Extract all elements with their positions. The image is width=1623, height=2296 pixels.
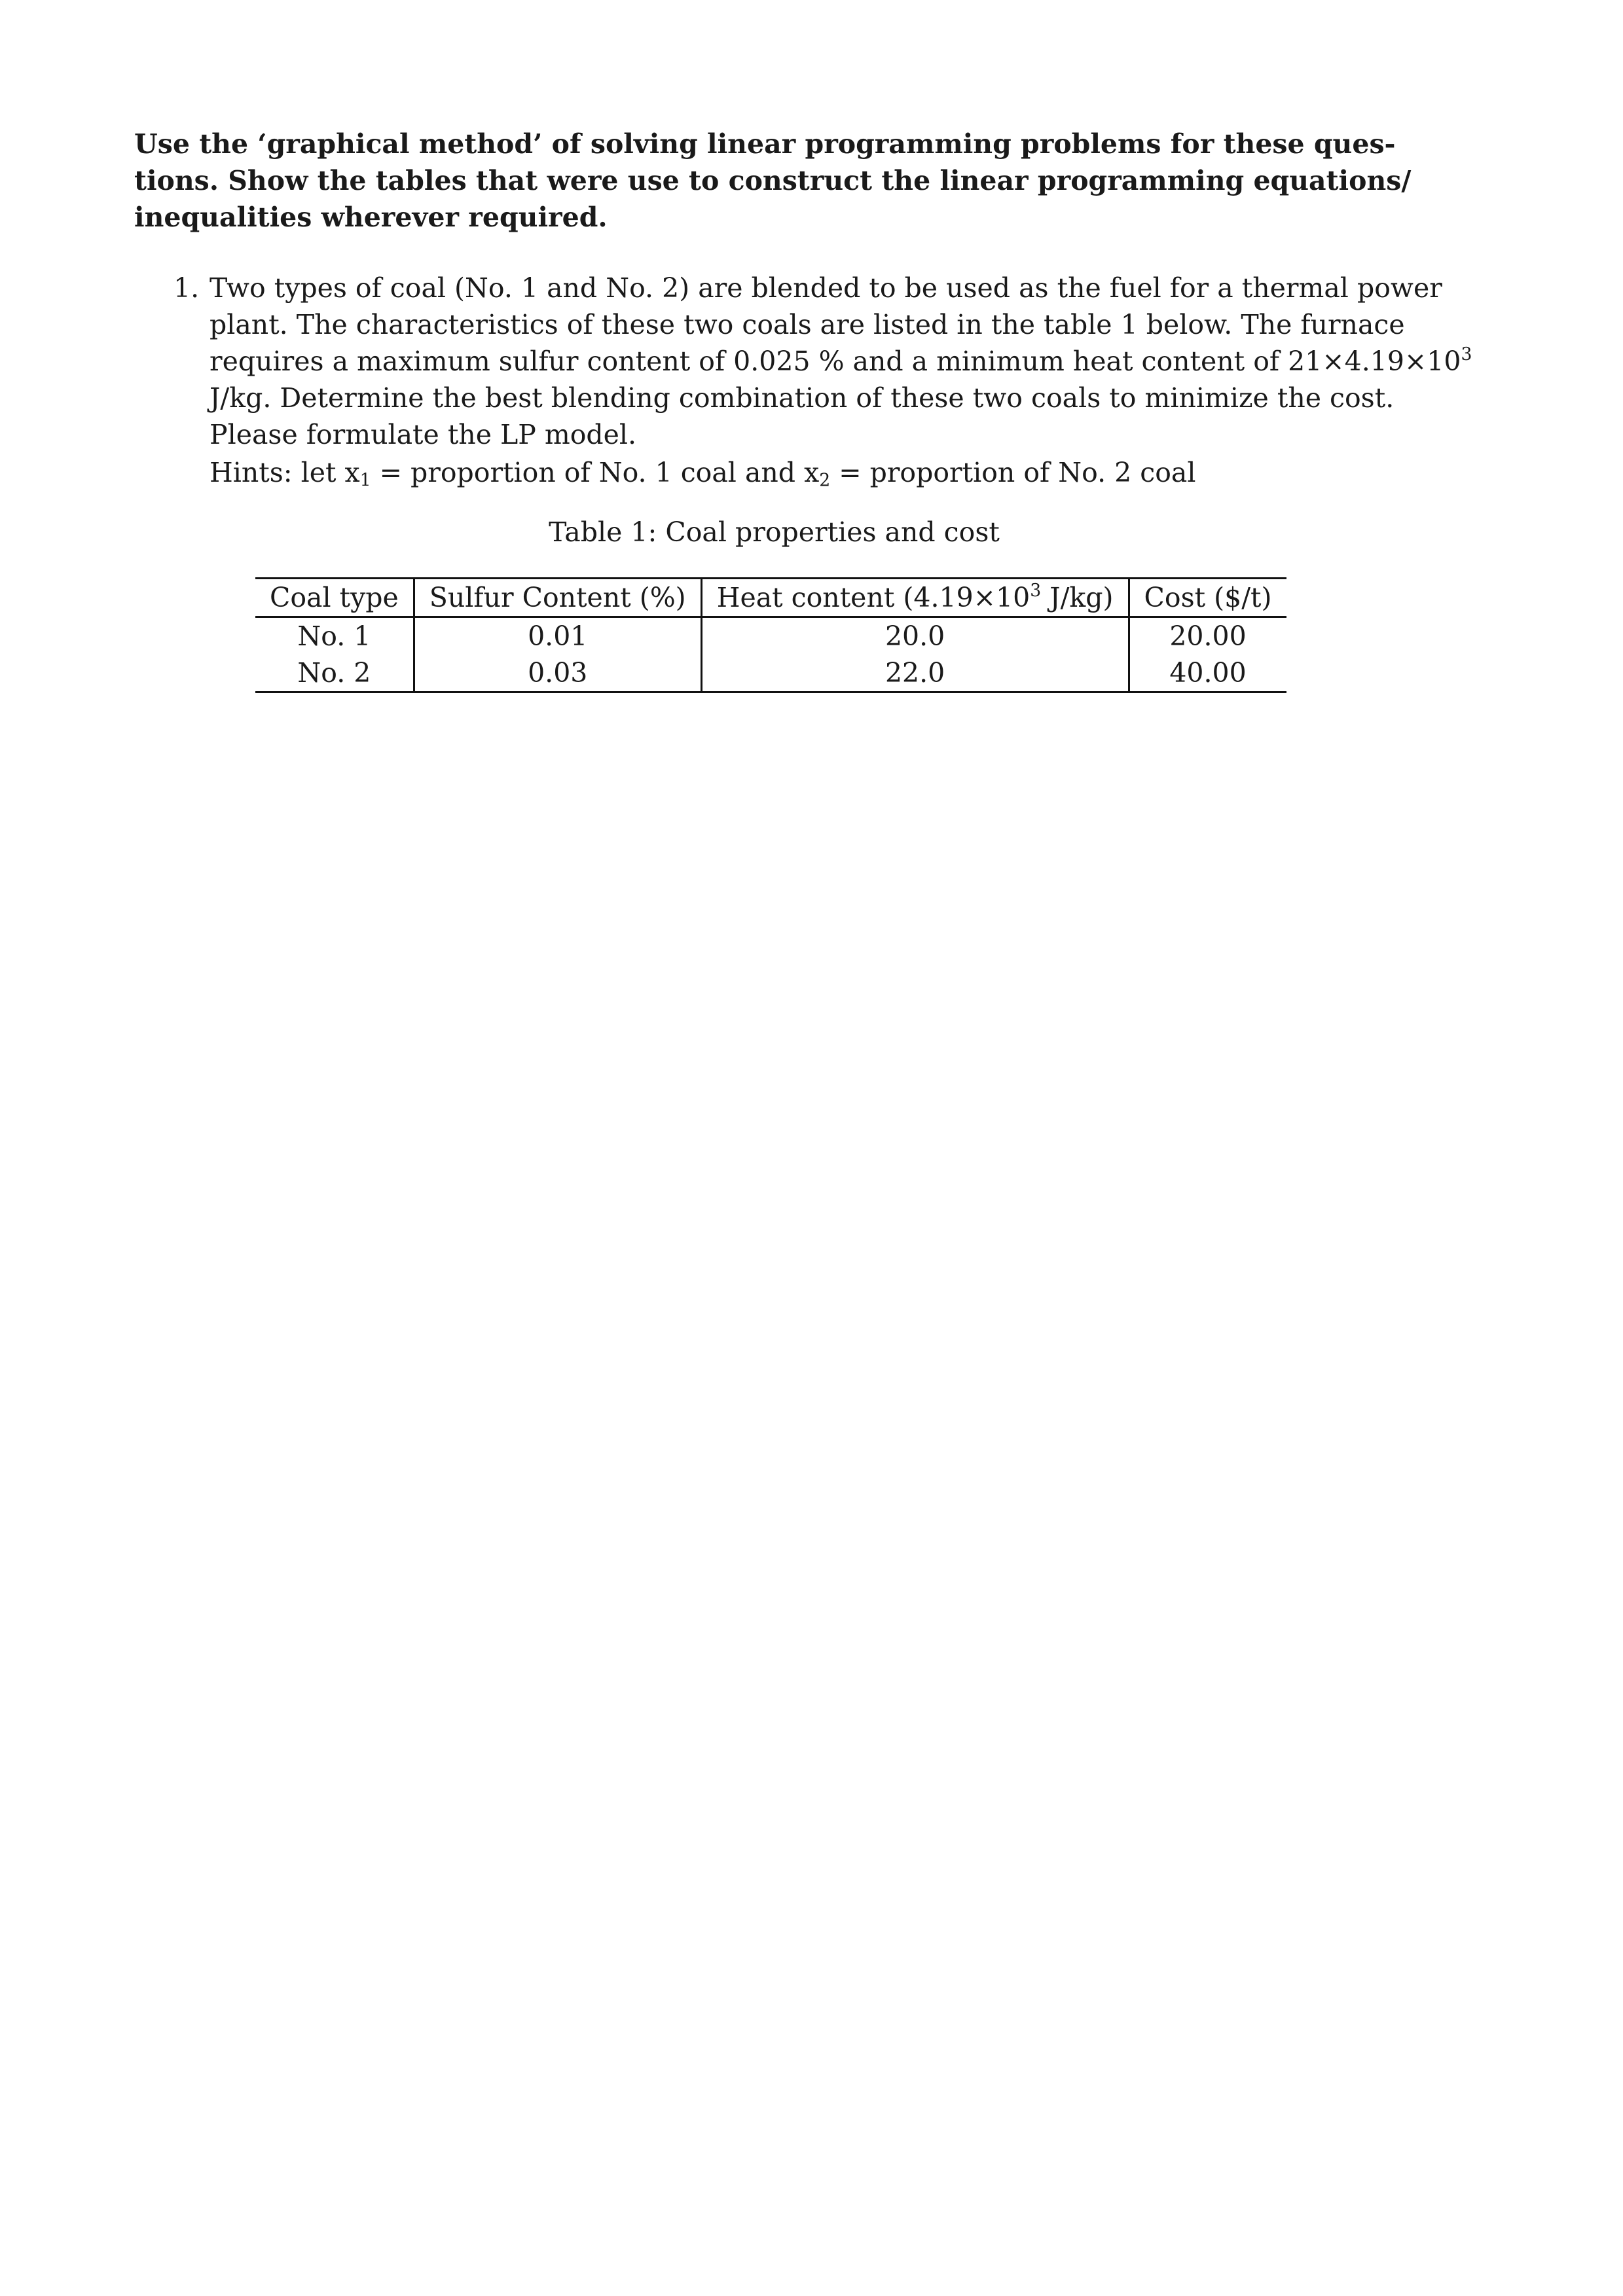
cell-coal-type: No. 2 <box>255 655 414 692</box>
header-heat-content <box>701 579 1129 617</box>
table-caption: Table 1: Coal properties and cost <box>549 516 1000 548</box>
table-header-row <box>255 579 1286 617</box>
header-coal-type: Coal type <box>255 579 414 617</box>
coal-properties-table <box>255 577 1286 693</box>
subscript: 1 <box>359 470 371 491</box>
question-body <box>210 270 1472 491</box>
header-sulfur-content: Sulfur Content (%) <box>414 579 701 617</box>
cell-cost: 40.00 <box>1169 657 1247 689</box>
cell-sulfur: 0.03 <box>414 655 701 692</box>
header-cost: Cost ($/t) <box>1144 582 1272 613</box>
question-line: J/kg. Determine the best blending combination of these two coals to minimize the cost. <box>210 382 1395 414</box>
hint-line <box>210 454 1417 491</box>
exponent: 3 <box>1030 581 1042 601</box>
question-line: Two types of coal (No. 1 and No. 2) are blended to be used as the fuel for a thermal power <box>210 272 1442 304</box>
cell-coal-type: No. 1 <box>255 617 414 655</box>
instructions-paragraph <box>134 126 1444 236</box>
instructions-line: tions. Show the tables that were use to construct the linear programming equations/ <box>134 165 1412 196</box>
subscript: 2 <box>819 470 831 491</box>
exponent: 3 <box>1461 344 1472 365</box>
question-line: plant. The characteristics of these two coals are listed in the table 1 below. The furnace <box>210 309 1405 340</box>
instructions-line: inequalities wherever required. <box>134 202 608 233</box>
header-heat-unit: J/kg) <box>1041 582 1114 613</box>
question-number: 1. <box>173 272 200 304</box>
cell-heat: 22.0 <box>701 655 1129 692</box>
header-heat-text: Heat content (4.19×10 <box>716 582 1030 613</box>
cell-heat: 20.0 <box>701 617 1129 655</box>
question-line <box>210 343 1472 380</box>
question-line: Please formulate the LP model. <box>210 419 637 450</box>
table-row <box>255 617 1286 655</box>
cell-sulfur: 0.01 <box>414 617 701 655</box>
cell-cost: 20.00 <box>1169 620 1247 652</box>
instructions-line: Use the ‘graphical method’ of solving linear programming problems for these ques- <box>134 128 1396 160</box>
hint-text: = proportion of No. 2 coal <box>830 457 1196 488</box>
question-line-text: requires a maximum sulfur content of 0.025 % and a minimum heat content of 21×4.19×10 <box>210 346 1461 377</box>
hint-text: = proportion of No. 1 coal and x <box>371 457 820 488</box>
hint-text: Hints: let x <box>210 457 360 488</box>
table-row <box>255 655 1286 692</box>
